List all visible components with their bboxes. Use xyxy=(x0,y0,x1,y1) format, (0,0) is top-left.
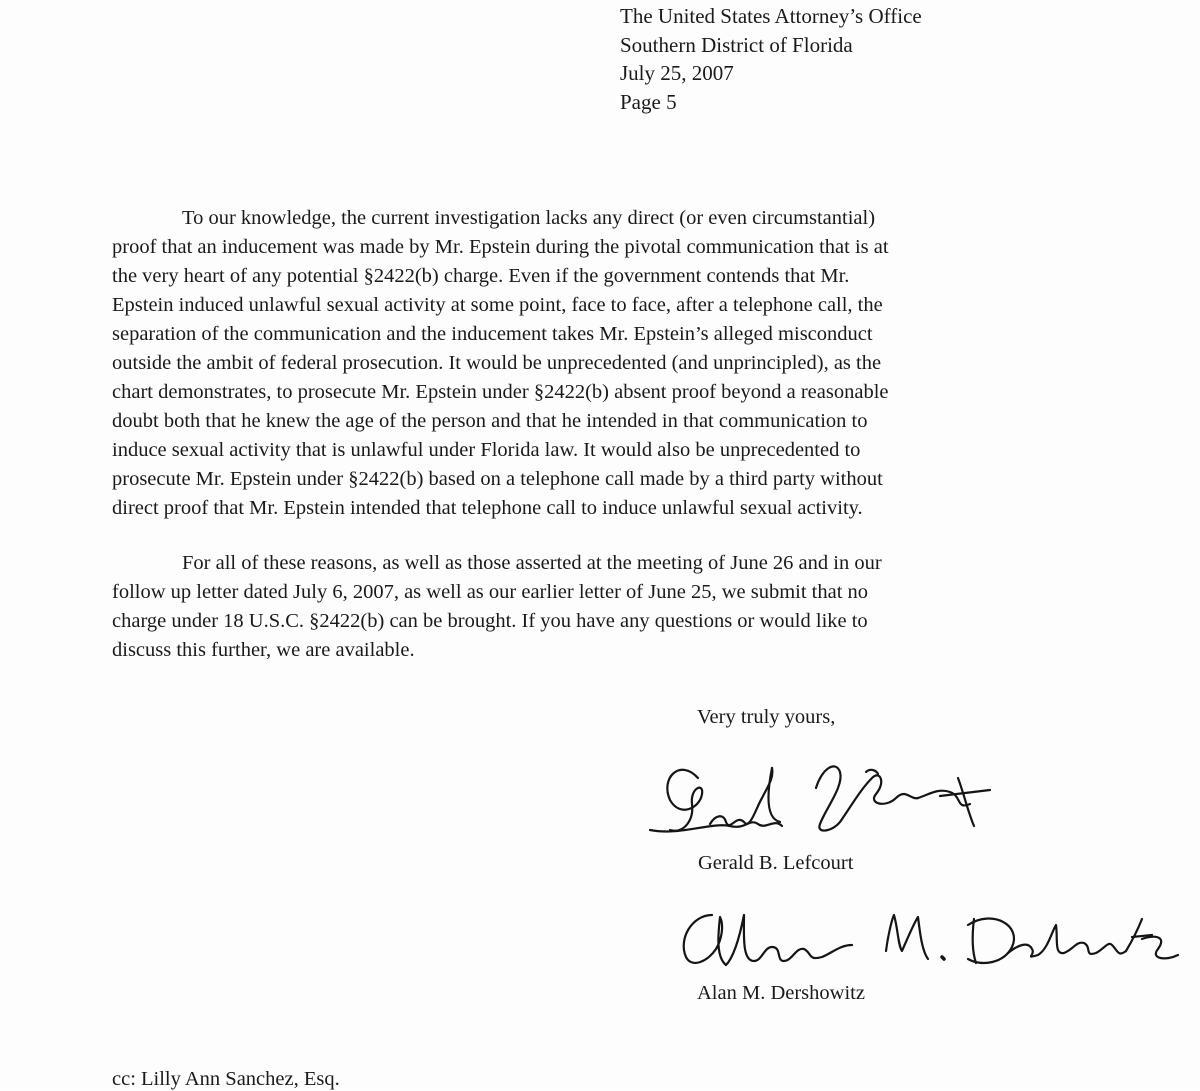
body-paragraph-2 xyxy=(112,549,1042,665)
paragraph-line: doubt both that he knew the age of the person and that he intended in that communication to xyxy=(112,410,868,432)
paragraph-line: proof that an inducement was made by Mr. Epstein during the pivotal communication that is at xyxy=(112,236,889,258)
recipient-office: The United States Attorney’s Office xyxy=(620,4,922,28)
paragraph-line: To our knowledge, the current investigation lacks any direct (or even circumstantial) xyxy=(182,207,876,229)
paragraph-line: Epstein induced unlawful sexual activity at some point, face to face, after a telephone call, the xyxy=(112,294,883,316)
paragraph-line: induce sexual activity that is unlawful under Florida law. It would also be unprecedented to xyxy=(112,439,861,461)
signature-dershowitz xyxy=(672,895,1182,985)
paragraph-line: For all of these reasons, as well as those asserted at the meeting of June 26 and in our xyxy=(182,552,882,574)
paragraph-line: separation of the communication and the inducement takes Mr. Epstein’s alleged misconduct xyxy=(112,323,873,345)
paragraph-line: the very heart of any potential §2422(b) charge. Even if the government contends that Mr. xyxy=(112,265,850,287)
signature-lefcourt xyxy=(640,738,1010,858)
cc-line: cc: Lilly Ann Sanchez, Esq. xyxy=(112,1068,340,1090)
page-number: Page 5 xyxy=(620,89,677,114)
paragraph-line: charge under 18 U.S.C. §2422(b) can be brought. If you have any questions or would like to xyxy=(112,610,868,632)
paragraph-line: discuss this further, we are available. xyxy=(112,639,415,661)
paragraph-line: prosecute Mr. Epstein under §2422(b) based on a telephone call made by a third party without xyxy=(112,468,883,490)
body-paragraph-1 xyxy=(112,204,1042,523)
paragraph-line: chart demonstrates, to prosecute Mr. Epstein under §2422(b) absent proof beyond a reasonable xyxy=(112,381,889,403)
paragraph-line: outside the ambit of federal prosecution. It would be unprecedented (and unprincipled), as the xyxy=(112,352,882,374)
recipient-district: Southern District of Florida xyxy=(620,32,853,57)
signer-name-dershowitz: Alan M. Dershowitz xyxy=(697,982,865,1004)
closing-salutation: Very truly yours, xyxy=(697,706,836,728)
signer-name-lefcourt: Gerald B. Lefcourt xyxy=(698,852,854,874)
letter-date: July 25, 2007 xyxy=(620,61,734,85)
paragraph-line: follow up letter dated July 6, 2007, as well as our earlier letter of June 25, we submit that no xyxy=(112,581,869,603)
letter-header xyxy=(620,2,922,116)
paragraph-line: direct proof that Mr. Epstein intended that telephone call to induce unlawful sexual activity. xyxy=(112,497,863,519)
